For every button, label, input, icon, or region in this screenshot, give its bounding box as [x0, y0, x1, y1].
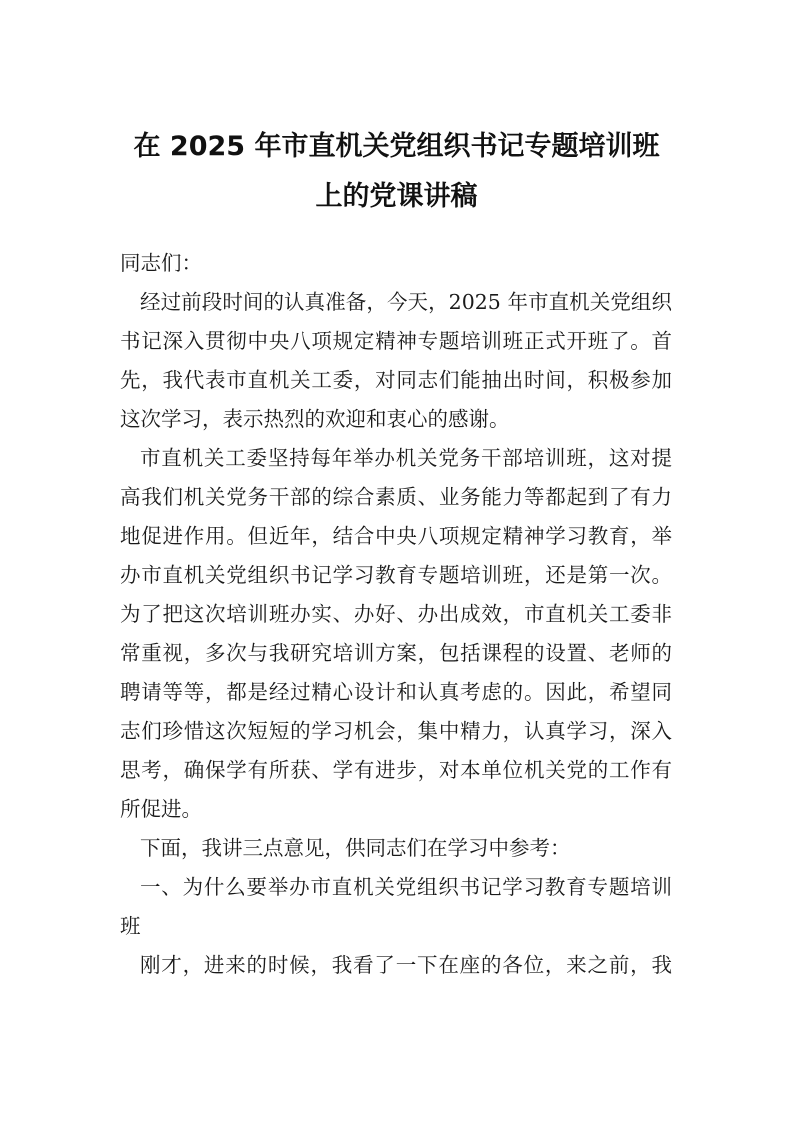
paragraph-line: 地促进作用。但近年，结合中央八项规定精神学习教育，举: [120, 524, 672, 548]
document-body: [120, 244, 672, 985]
paragraph-line: 一、为什么要举办市直机关党组织书记学习教育专题培训: [140, 875, 672, 899]
paragraph-line: 思考，确保学有所获、学有进步，对本单位机关党的工作有: [120, 758, 672, 782]
paragraph-line: 市直机关工委坚持每年举办机关党务干部培训班，这对提: [140, 446, 672, 470]
paragraph-line: 高我们机关党务干部的综合素质、业务能力等都起到了有力: [120, 485, 672, 509]
paragraph-line: 志们珍惜这次短短的学习机会，集中精力，认真学习，深入: [120, 719, 672, 743]
paragraph-line: 为了把这次培训班办实、办好、办出成效，市直机关工委非: [120, 602, 672, 626]
paragraph-line: 常重视，多次与我研究培训方案，包括课程的设置、老师的: [120, 641, 672, 665]
paragraph-line: 刚才，进来的时候，我看了一下在座的各位，来之前，我: [140, 953, 672, 977]
document-title: [100, 122, 693, 222]
paragraph-line: 所促进。: [120, 797, 202, 821]
paragraph-line: 经过前段时间的认真准备，今天，2025 年市直机关党组织: [140, 290, 672, 314]
paragraph-line: 办市直机关党组织书记学习教育专题培训班，还是第一次。: [120, 563, 672, 587]
paragraph-line: 这次学习，表示热烈的欢迎和衷心的感谢。: [120, 407, 510, 431]
paragraph-line: 班: [120, 914, 141, 938]
title-line-1: 在 2025 年市直机关党组织书记专题培训班: [133, 131, 660, 162]
paragraph-line: 聘请等等，都是经过精心设计和认真考虑的。因此，希望同: [120, 680, 672, 704]
title-line-2: 上的党课讲稿: [315, 181, 478, 212]
paragraph-line: 同志们：: [120, 251, 202, 275]
paragraph-line: 书记深入贯彻中央八项规定精神专题培训班正式开班了。首: [120, 329, 672, 353]
paragraph-line: 下面，我讲三点意见，供同志们在学习中参考：: [140, 836, 571, 860]
paragraph-line: 先，我代表市直机关工委，对同志们能抽出时间，积极参加: [120, 368, 672, 392]
